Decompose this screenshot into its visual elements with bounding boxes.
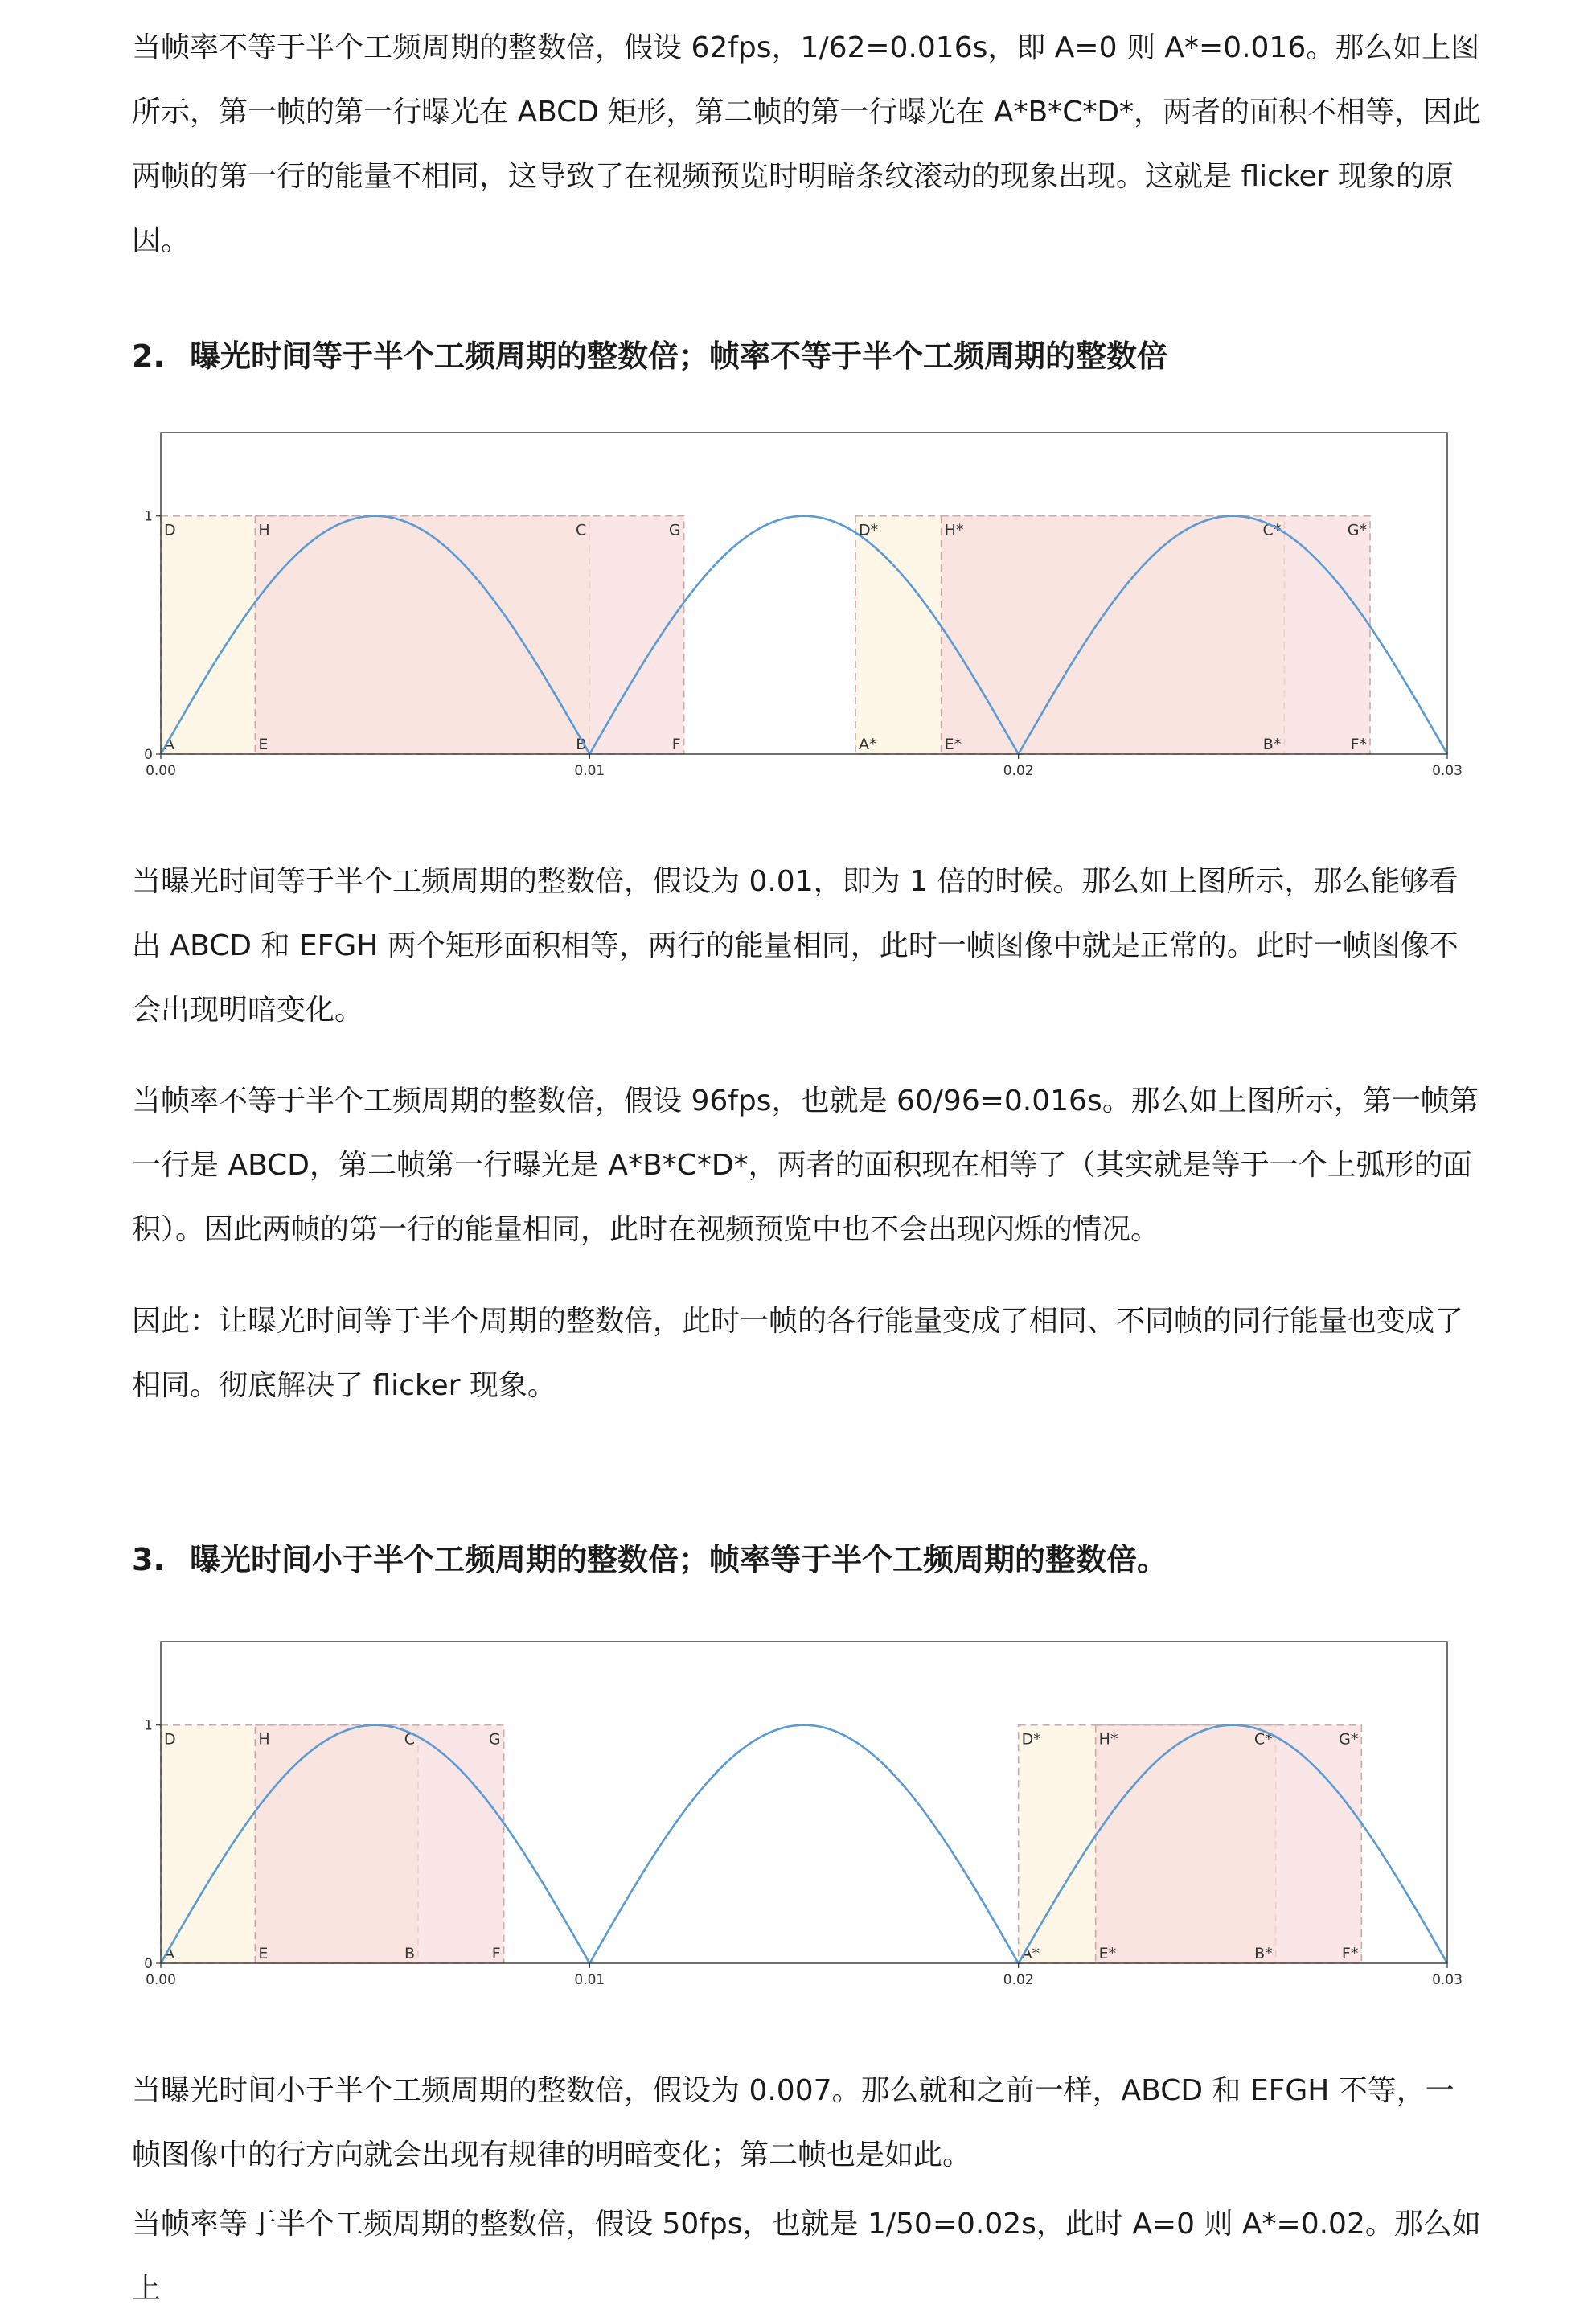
exposure-rect bbox=[255, 1725, 503, 1963]
paragraph-exposure-equal: 当曝光时间等于半个工频周期的整数倍，假设为 0.01，即为 1 倍的时候。那么如上图所示，那么能够看出 ABCD 和 EFGH 两个矩形面积相等，两行的能量相同，此时一帧图像中就是正常的。此时一帧图像不会出现明暗变化。 bbox=[132, 865, 1459, 1027]
corner-label: A* bbox=[859, 736, 877, 753]
x-tick-label: 0.00 bbox=[146, 1972, 176, 1988]
x-tick-label: 0.02 bbox=[1003, 763, 1034, 779]
corner-label: H bbox=[258, 1730, 270, 1749]
corner-label: C* bbox=[1262, 521, 1282, 539]
exposure-rect bbox=[1096, 1725, 1362, 1963]
corner-label: G bbox=[668, 521, 681, 539]
y-tick-label: 0 bbox=[144, 1956, 153, 1972]
y-tick-label: 1 bbox=[144, 508, 153, 525]
x-tick-label: 0.00 bbox=[146, 763, 176, 779]
corner-label: A* bbox=[1021, 1945, 1040, 1962]
y-tick-label: 1 bbox=[144, 1717, 153, 1734]
x-tick-label: 0.03 bbox=[1432, 1972, 1463, 1988]
paragraph-exposure-less: 当曝光时间小于半个工频周期的整数倍，假设为 0.007。那么就和之前一样，ABCD 和 EFGH 不等，一帧图像中的行方向就会出现有规律的明暗变化；第二帧也是如此。 bbox=[132, 2074, 1454, 2171]
paragraph-frame-rate-96fps: 当帧率不等于半个工频周期的整数倍，假设 96fps，也就是 60/96=0.016s。那么如上图所示，第一帧第一行是 ABCD，第二帧第一行曝光是 A*B*C*D*，两者的面积现在相等了（其实就是等于一个上弧形的面积）。因此两帧的第一行的能量相同，此时在视频预览中也不会出现闪烁的情况。 bbox=[132, 1085, 1479, 1246]
corner-label: E* bbox=[1098, 1945, 1117, 1962]
heading-number: 2. bbox=[132, 338, 165, 374]
corner-label: G bbox=[488, 1730, 501, 1749]
x-tick-label: 0.02 bbox=[1003, 1972, 1034, 1988]
paragraph-frame-rate-flicker: 当帧率不等于半个工频周期的整数倍，假设 62fps，1/62=0.016s，即 A=0 则 A*=0.016。那么如上图所示，第一帧的第一行曝光在 ABCD 矩形，第二帧的第一行曝光在 A*B*C*D*，两者的面积不相等，因此两帧的第一行的能量不相同，这导致了在视频预览时明暗条纹滚动的现象出现。这就是 flicker 现象的原因。 bbox=[132, 31, 1482, 257]
corner-label: A bbox=[164, 736, 174, 753]
paragraph-conclusion: 因此：让曝光时间等于半个周期的整数倍，此时一帧的各行能量变成了相同、不同帧的同行能量也变成了相同。彻底解决了 flicker 现象。 bbox=[132, 1305, 1464, 1402]
chart-exposure-less bbox=[129, 1635, 1471, 2005]
corner-label: B bbox=[404, 1945, 415, 1962]
section-heading-2 bbox=[132, 332, 1167, 380]
corner-label: D bbox=[164, 1730, 176, 1749]
corner-label: H* bbox=[1098, 1730, 1118, 1749]
chart-svg bbox=[129, 426, 1471, 796]
heading-text: 曝光时间等于半个工频周期的整数倍；帧率不等于半个工频周期的整数倍 bbox=[190, 338, 1168, 374]
corner-label: B* bbox=[1262, 736, 1282, 753]
x-tick-label: 0.01 bbox=[574, 763, 605, 779]
corner-label: H* bbox=[944, 521, 964, 539]
corner-label: B bbox=[576, 736, 587, 753]
heading-text: 曝光时间小于半个工频周期的整数倍；帧率等于半个工频周期的整数倍。 bbox=[190, 1542, 1168, 1577]
corner-label: A bbox=[164, 1945, 174, 1962]
corner-label: C* bbox=[1253, 1730, 1273, 1749]
corner-label: F* bbox=[1350, 736, 1367, 753]
chart-exposure-equal bbox=[129, 426, 1471, 796]
corner-label: F* bbox=[1341, 1945, 1359, 1962]
corner-label: H bbox=[258, 521, 270, 539]
corner-label: F bbox=[491, 1945, 501, 1962]
chart-svg bbox=[129, 1635, 1471, 2005]
corner-label: B* bbox=[1254, 1945, 1273, 1962]
corner-label: F bbox=[671, 736, 681, 753]
exposure-rect bbox=[255, 516, 683, 754]
corner-label: C bbox=[576, 521, 587, 539]
corner-label: G* bbox=[1347, 521, 1367, 539]
heading-number: 3. bbox=[132, 1542, 165, 1577]
corner-label: G* bbox=[1339, 1730, 1359, 1749]
corner-label: D* bbox=[859, 521, 879, 539]
x-tick-label: 0.01 bbox=[574, 1972, 605, 1988]
y-tick-label: 0 bbox=[144, 747, 153, 763]
x-tick-label: 0.03 bbox=[1432, 763, 1463, 779]
corner-label: E bbox=[258, 1945, 269, 1962]
corner-label: C bbox=[404, 1730, 415, 1749]
corner-label: D* bbox=[1021, 1730, 1041, 1749]
paragraph-frame-rate-50fps: 当帧率等于半个工频周期的整数倍，假设 50fps，也就是 1/50=0.02s，此时 A=0 则 A*=0.02。那么如上 bbox=[132, 2208, 1481, 2305]
corner-label: E* bbox=[944, 736, 962, 753]
corner-label: D bbox=[164, 521, 176, 539]
corner-label: E bbox=[258, 736, 269, 753]
section-heading-3 bbox=[132, 1536, 1167, 1584]
